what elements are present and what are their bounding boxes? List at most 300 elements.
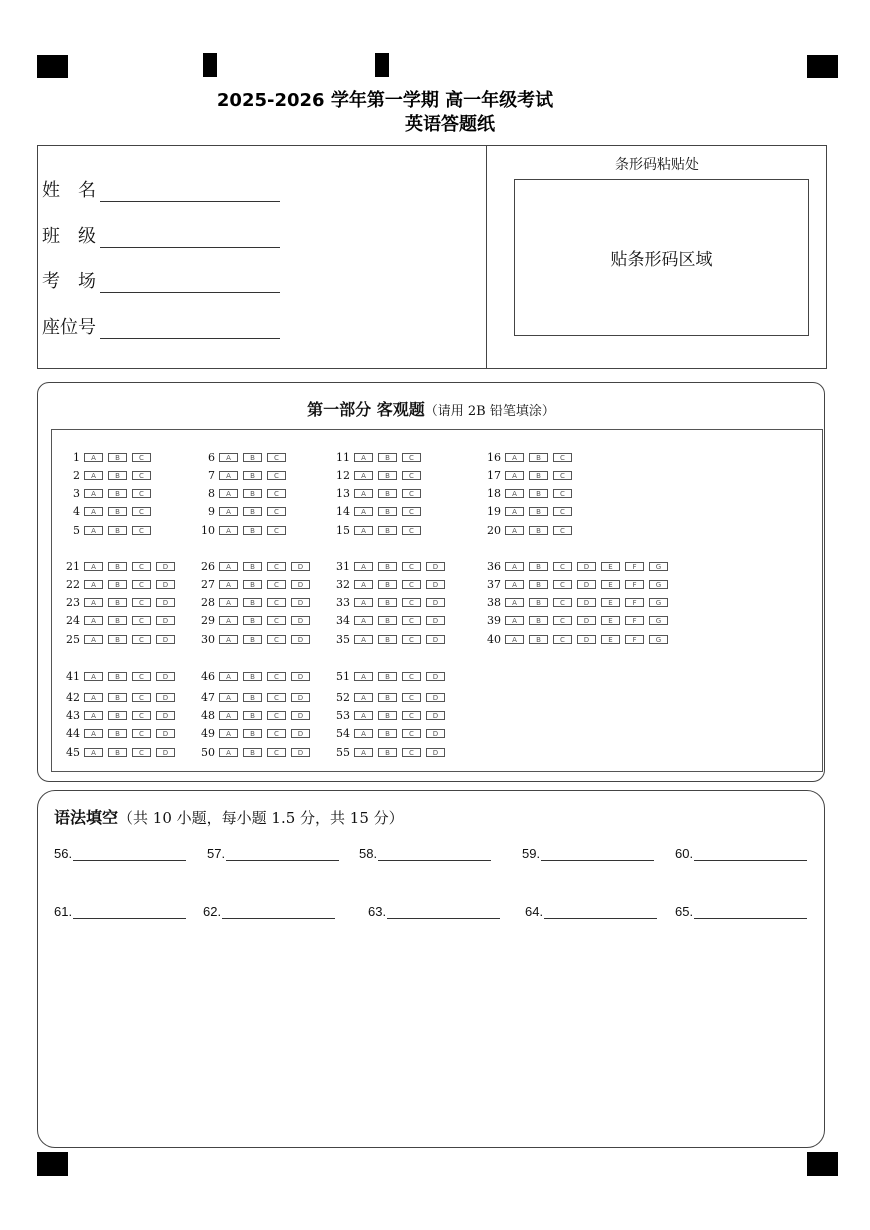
option-bubble-c[interactable]: C [402,598,421,607]
blank-61[interactable] [54,904,186,919]
question-number: 1 [73,450,80,464]
option-bubble-d[interactable]: D [426,580,445,589]
option-bubble-c[interactable]: C [132,672,151,681]
option-bubble-c[interactable]: C [267,635,286,644]
option-bubble-a[interactable]: A [354,471,373,480]
question-10 [197,524,291,536]
option-bubble-c[interactable]: C [402,453,421,462]
option-bubble-d[interactable]: D [291,729,310,738]
blank-58[interactable] [359,846,491,861]
question-11 [332,451,426,463]
option-bubble-e[interactable]: E [601,598,620,607]
option-bubble-a[interactable]: A [219,729,238,738]
question-18 [483,488,577,500]
question-number: 10 [201,523,215,537]
option-bubble-c[interactable]: C [132,580,151,589]
answer-line[interactable] [226,846,339,861]
option-bubble-c[interactable]: C [267,453,286,462]
option-bubble-d[interactable]: D [426,711,445,720]
option-bubble-c[interactable]: C [553,507,572,516]
option-bubble-a[interactable]: A [505,507,524,516]
option-bubble-b[interactable]: B [378,748,397,757]
option-bubble-d[interactable]: D [156,672,175,681]
option-bubble-c[interactable]: C [267,507,286,516]
option-bubble-a[interactable]: A [219,693,238,702]
option-bubble-c[interactable]: C [402,562,421,571]
option-bubble-b[interactable]: B [529,598,548,607]
option-bubble-b[interactable]: B [243,507,262,516]
exam-room-field[interactable] [42,267,280,293]
option-bubble-c[interactable]: C [402,711,421,720]
option-bubble-f[interactable]: F [625,562,644,571]
option-bubble-c[interactable]: C [553,453,572,462]
blank-60[interactable] [675,846,807,861]
blank-65[interactable] [675,904,807,919]
option-bubble-g[interactable]: G [649,580,668,589]
option-bubble-a[interactable]: A [84,580,103,589]
option-bubble-d[interactable]: D [291,672,310,681]
grammar-title: 语法填空 [54,808,119,827]
option-bubble-d[interactable]: D [426,562,445,571]
option-bubble-b[interactable]: B [243,580,262,589]
answer-line[interactable] [378,846,491,861]
option-bubble-b[interactable]: B [378,616,397,625]
answer-line[interactable] [541,846,654,861]
question-23 [62,597,180,609]
option-bubble-d[interactable]: D [577,598,596,607]
option-bubble-c[interactable]: C [267,471,286,480]
option-bubble-b[interactable]: B [243,526,262,535]
option-bubble-a[interactable]: A [354,635,373,644]
question-26 [197,560,315,572]
option-bubble-d[interactable]: D [426,598,445,607]
blank-62[interactable] [203,904,335,919]
fill-line[interactable] [100,318,280,339]
option-bubble-b[interactable]: B [108,693,127,702]
registration-mark [807,55,838,78]
option-bubble-e[interactable]: E [601,580,620,589]
question-46 [197,670,315,682]
option-bubble-c[interactable]: C [267,748,286,757]
answer-line[interactable] [694,846,807,861]
option-bubble-b[interactable]: B [243,453,262,462]
option-bubble-d[interactable]: D [291,748,310,757]
option-bubble-c[interactable]: C [553,635,572,644]
question-35 [332,633,450,645]
fill-line[interactable] [100,181,280,202]
registration-mark [37,1152,68,1176]
bubble-grid [51,429,823,772]
question-38 [483,597,673,609]
option-bubble-a[interactable]: A [219,562,238,571]
fill-line[interactable] [100,272,280,293]
option-bubble-d[interactable]: D [426,693,445,702]
option-bubble-b[interactable]: B [378,526,397,535]
option-bubble-b[interactable]: B [243,616,262,625]
option-bubble-d[interactable]: D [156,693,175,702]
question-52 [332,691,450,703]
option-bubble-a[interactable]: A [354,672,373,681]
option-bubble-c[interactable]: C [402,580,421,589]
option-bubble-b[interactable]: B [243,562,262,571]
blank-number: 62. [203,904,222,919]
option-bubble-a[interactable]: A [354,562,373,571]
option-bubble-a[interactable]: A [219,526,238,535]
option-bubble-c[interactable]: C [132,562,151,571]
blank-56[interactable] [54,846,186,861]
answer-line[interactable] [222,904,335,919]
option-bubble-c[interactable]: C [553,489,572,498]
option-bubble-a[interactable]: A [84,598,103,607]
blank-64[interactable] [525,904,657,919]
option-bubble-b[interactable]: B [108,526,127,535]
blank-57[interactable] [207,846,339,861]
option-bubble-f[interactable]: F [625,616,644,625]
option-bubble-d[interactable]: D [426,748,445,757]
class-field[interactable] [42,222,280,248]
option-bubble-c[interactable]: C [132,635,151,644]
option-bubble-d[interactable]: D [156,635,175,644]
option-bubble-g[interactable]: G [649,598,668,607]
option-bubble-c[interactable]: C [402,616,421,625]
option-bubble-a[interactable]: A [505,598,524,607]
option-bubble-a[interactable]: A [505,526,524,535]
name-field[interactable] [42,176,280,202]
option-bubble-a[interactable]: A [354,526,373,535]
option-bubble-b[interactable]: B [243,489,262,498]
option-bubble-d[interactable]: D [291,562,310,571]
question-2 [62,469,156,481]
option-bubble-d[interactable]: D [291,635,310,644]
option-bubble-a[interactable]: A [505,580,524,589]
option-bubble-d[interactable]: D [156,711,175,720]
option-bubble-a[interactable]: A [84,693,103,702]
option-bubble-a[interactable]: A [219,672,238,681]
option-bubble-c[interactable]: C [132,526,151,535]
option-bubble-c[interactable]: C [132,729,151,738]
option-bubble-b[interactable]: B [108,748,127,757]
option-bubble-a[interactable]: A [505,489,524,498]
option-bubble-d[interactable]: D [291,711,310,720]
blank-63[interactable] [368,904,500,919]
option-bubble-b[interactable]: B [108,507,127,516]
answer-line[interactable] [694,904,807,919]
option-bubble-b[interactable]: B [108,598,127,607]
option-bubble-b[interactable]: B [108,562,127,571]
question-number: 25 [66,632,80,646]
question-14 [332,506,426,518]
sheet-title: 英语答题纸 [405,114,495,135]
option-bubble-a[interactable]: A [219,748,238,757]
blank-number: 65. [675,904,694,919]
option-bubble-b[interactable]: B [378,453,397,462]
option-bubble-e[interactable]: E [601,562,620,571]
option-bubble-c[interactable]: C [267,562,286,571]
question-number: 8 [208,487,215,501]
option-bubble-b[interactable]: B [378,489,397,498]
option-bubble-a[interactable]: A [84,672,103,681]
question-5 [62,524,156,536]
answer-line[interactable] [73,904,186,919]
option-bubble-a[interactable]: A [505,616,524,625]
answer-line[interactable] [387,904,500,919]
question-4 [62,506,156,518]
blank-59[interactable] [522,846,654,861]
question-number: 16 [487,450,501,464]
option-bubble-c[interactable]: C [132,598,151,607]
option-bubble-a[interactable]: A [505,562,524,571]
option-bubble-c[interactable]: C [132,453,151,462]
registration-mark [37,55,68,78]
option-bubble-c[interactable]: C [402,693,421,702]
option-bubble-b[interactable]: B [529,526,548,535]
option-bubble-a[interactable]: A [84,748,103,757]
option-bubble-a[interactable]: A [84,526,103,535]
option-bubble-e[interactable]: E [601,616,620,625]
option-bubble-a[interactable]: A [219,635,238,644]
option-bubble-a[interactable]: A [354,729,373,738]
question-6 [197,451,291,463]
option-bubble-a[interactable]: A [219,580,238,589]
option-bubble-a[interactable]: A [354,711,373,720]
option-bubble-b[interactable]: B [378,711,397,720]
option-bubble-a[interactable]: A [84,562,103,571]
option-bubble-f[interactable]: F [625,635,644,644]
question-number: 23 [66,596,80,610]
option-bubble-c[interactable]: C [402,729,421,738]
option-bubble-b[interactable]: B [108,453,127,462]
option-bubble-a[interactable]: A [354,598,373,607]
option-bubble-b[interactable]: B [378,635,397,644]
option-bubble-b[interactable]: B [378,693,397,702]
option-bubble-c[interactable]: C [132,507,151,516]
option-bubble-c[interactable]: C [132,748,151,757]
option-bubble-a[interactable]: A [505,471,524,480]
option-bubble-d[interactable]: D [291,580,310,589]
question-1 [62,451,156,463]
option-bubble-c[interactable]: C [402,748,421,757]
option-bubble-d[interactable]: D [426,729,445,738]
seat-number-field[interactable] [42,313,280,339]
question-number: 42 [66,690,80,704]
option-bubble-a[interactable]: A [354,507,373,516]
option-bubble-c[interactable]: C [267,598,286,607]
question-36 [483,560,673,572]
option-bubble-c[interactable]: C [553,598,572,607]
option-bubble-f[interactable]: F [625,580,644,589]
option-bubble-c[interactable]: C [553,616,572,625]
option-bubble-d[interactable]: D [156,748,175,757]
option-bubble-c[interactable]: C [553,471,572,480]
option-bubble-a[interactable]: A [219,711,238,720]
option-bubble-b[interactable]: B [243,672,262,681]
option-bubble-a[interactable]: A [84,489,103,498]
option-bubble-d[interactable]: D [577,562,596,571]
option-bubble-d[interactable]: D [156,598,175,607]
option-bubble-d[interactable]: D [291,598,310,607]
option-bubble-a[interactable]: A [354,748,373,757]
option-bubble-c[interactable]: C [402,489,421,498]
option-bubble-b[interactable]: B [529,453,548,462]
option-bubble-b[interactable]: B [108,471,127,480]
option-bubble-c[interactable]: C [267,729,286,738]
option-bubble-c[interactable]: C [402,635,421,644]
option-bubble-b[interactable]: B [378,507,397,516]
option-bubble-b[interactable]: B [108,580,127,589]
option-bubble-c[interactable]: C [267,489,286,498]
option-bubble-d[interactable]: D [426,635,445,644]
option-bubble-a[interactable]: A [354,693,373,702]
option-bubble-e[interactable]: E [601,635,620,644]
option-bubble-a[interactable]: A [219,507,238,516]
question-number: 6 [208,450,215,464]
option-bubble-b[interactable]: B [378,580,397,589]
option-bubble-b[interactable]: B [378,598,397,607]
barcode-area[interactable] [514,179,809,336]
option-bubble-b[interactable]: B [529,507,548,516]
option-bubble-c[interactable]: C [132,711,151,720]
barcode-title: 条形码粘贴处 [615,157,699,173]
option-bubble-a[interactable]: A [84,635,103,644]
fill-line[interactable] [100,227,280,248]
option-bubble-b[interactable]: B [529,616,548,625]
field-label: 座位号 [42,317,96,338]
question-29 [197,615,315,627]
option-bubble-a[interactable]: A [84,507,103,516]
option-bubble-c[interactable]: C [132,693,151,702]
option-bubble-g[interactable]: G [649,635,668,644]
option-bubble-b[interactable]: B [529,635,548,644]
question-32 [332,578,450,590]
answer-line[interactable] [73,846,186,861]
option-bubble-c[interactable]: C [402,471,421,480]
option-bubble-c[interactable]: C [553,562,572,571]
option-bubble-c[interactable]: C [267,616,286,625]
option-bubble-c[interactable]: C [267,693,286,702]
option-bubble-b[interactable]: B [529,562,548,571]
option-bubble-b[interactable]: B [378,562,397,571]
question-34 [332,615,450,627]
option-bubble-b[interactable]: B [108,635,127,644]
objective-title: 第一部分 客观题 [307,400,425,419]
field-label: 班 级 [42,226,96,247]
field-label: 姓 名 [42,180,96,201]
option-bubble-c[interactable]: C [553,580,572,589]
option-bubble-c[interactable]: C [267,580,286,589]
option-bubble-d[interactable]: D [291,693,310,702]
option-bubble-f[interactable]: F [625,598,644,607]
option-bubble-c[interactable]: C [267,711,286,720]
option-bubble-b[interactable]: B [243,635,262,644]
option-bubble-b[interactable]: B [529,580,548,589]
option-bubble-d[interactable]: D [426,672,445,681]
option-bubble-b[interactable]: B [108,672,127,681]
option-bubble-a[interactable]: A [354,453,373,462]
answer-line[interactable] [544,904,657,919]
option-bubble-c[interactable]: C [402,507,421,516]
divider [486,146,487,368]
option-bubble-b[interactable]: B [243,729,262,738]
option-bubble-a[interactable]: A [219,616,238,625]
option-bubble-b[interactable]: B [243,598,262,607]
option-bubble-d[interactable]: D [291,616,310,625]
option-bubble-d[interactable]: D [156,616,175,625]
blank-number: 58. [359,846,378,861]
option-bubble-c[interactable]: C [132,471,151,480]
option-bubble-a[interactable]: A [354,489,373,498]
option-bubble-d[interactable]: D [156,729,175,738]
option-bubble-a[interactable]: A [219,598,238,607]
option-bubble-g[interactable]: G [649,562,668,571]
option-bubble-d[interactable]: D [577,635,596,644]
option-bubble-c[interactable]: C [553,526,572,535]
option-bubble-c[interactable]: C [132,616,151,625]
option-bubble-g[interactable]: G [649,616,668,625]
question-number: 49 [201,727,215,741]
option-bubble-c[interactable]: C [267,672,286,681]
option-bubble-a[interactable]: A [354,580,373,589]
option-bubble-b[interactable]: B [243,693,262,702]
option-bubble-a[interactable]: A [219,489,238,498]
question-15 [332,524,426,536]
option-bubble-a[interactable]: A [84,711,103,720]
option-bubble-a[interactable]: A [84,616,103,625]
option-bubble-b[interactable]: B [529,489,548,498]
option-bubble-a[interactable]: A [219,471,238,480]
option-bubble-a[interactable]: A [84,471,103,480]
option-bubble-b[interactable]: B [108,711,127,720]
option-bubble-d[interactable]: D [577,580,596,589]
option-bubble-b[interactable]: B [243,711,262,720]
question-number: 26 [201,559,215,573]
option-bubble-a[interactable]: A [84,729,103,738]
option-bubble-c[interactable]: C [267,526,286,535]
question-39 [483,615,673,627]
blank-number: 59. [522,846,541,861]
option-bubble-a[interactable]: A [219,453,238,462]
option-bubble-b[interactable]: B [378,729,397,738]
option-bubble-b[interactable]: B [529,471,548,480]
option-bubble-b[interactable]: B [108,489,127,498]
timing-mark [375,53,389,77]
option-bubble-b[interactable]: B [378,471,397,480]
option-bubble-c[interactable]: C [402,526,421,535]
option-bubble-b[interactable]: B [108,729,127,738]
option-bubble-c[interactable]: C [132,489,151,498]
question-number: 24 [66,614,80,628]
option-bubble-b[interactable]: B [243,748,262,757]
option-bubble-d[interactable]: D [426,616,445,625]
option-bubble-c[interactable]: C [402,672,421,681]
option-bubble-a[interactable]: A [505,635,524,644]
option-bubble-d[interactable]: D [156,562,175,571]
option-bubble-a[interactable]: A [505,453,524,462]
question-number: 53 [336,709,350,723]
option-bubble-b[interactable]: B [243,471,262,480]
option-bubble-a[interactable]: A [354,616,373,625]
exam-title: 2025-2026 学年第一学期 高一年级考试 [216,90,554,111]
option-bubble-a[interactable]: A [84,453,103,462]
option-bubble-d[interactable]: D [156,580,175,589]
option-bubble-b[interactable]: B [378,672,397,681]
question-number: 22 [66,577,80,591]
grammar-note: （共 10 小题，每小题 1.5 分，共 15 分） [118,809,404,827]
blank-number: 60. [675,846,694,861]
option-bubble-b[interactable]: B [108,616,127,625]
option-bubble-d[interactable]: D [577,616,596,625]
question-number: 11 [336,450,350,464]
question-number: 39 [487,614,501,628]
